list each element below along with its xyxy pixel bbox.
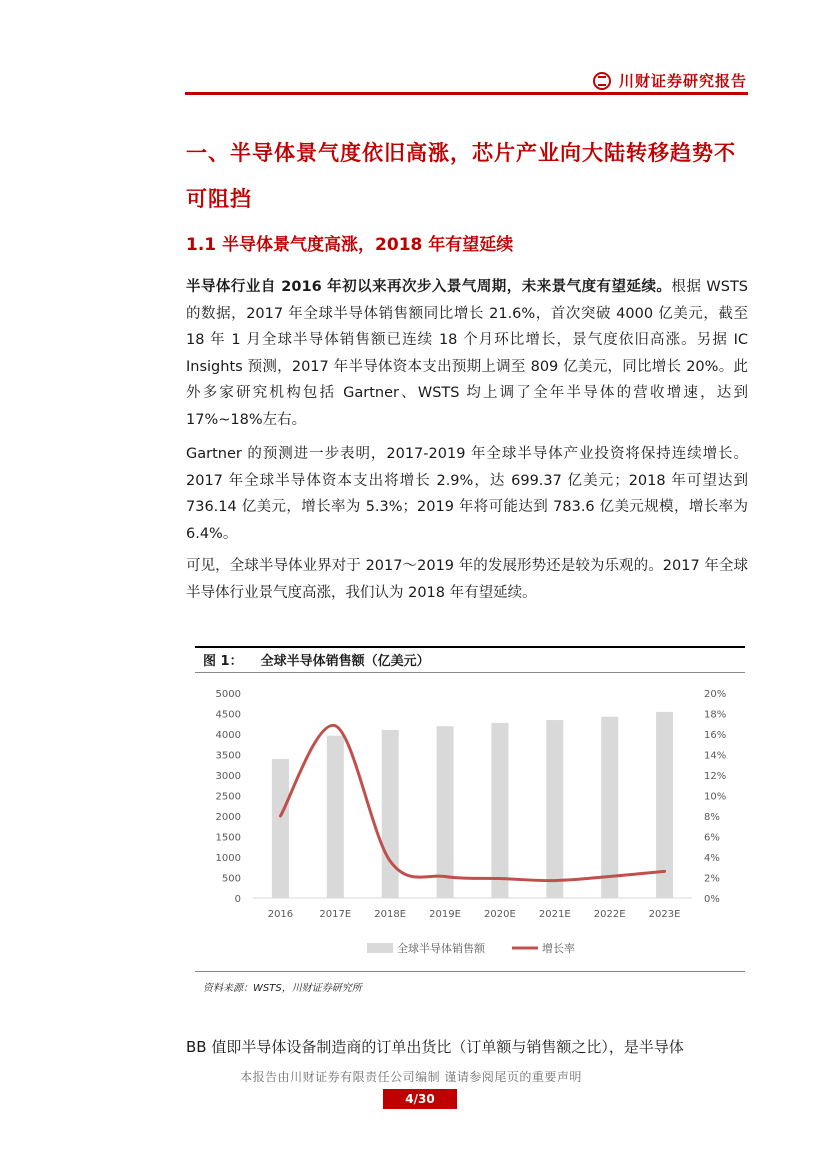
sales-bar xyxy=(327,736,344,898)
right-axis-tick-label: 0% xyxy=(704,894,720,905)
left-axis-tick-label: 0 xyxy=(234,894,241,905)
paragraph-2: Gartner 的预测进一步表明，2017-2019 年全球半导体产业投资将保持连续增长。2017 年全球半导体资本支出将增长 2.9%，达 699.37 亿美元；2018 年可望达到 736.14 亿美元，增长率为 5.3%；2019 年将可能达到 783.6 亿美元规模，增长率为 6.4%。 xyxy=(186,446,748,542)
paragraph-1-lead: 半导体行业自 2016 年初以来再次步入景气周期，未来景气度有望延续。 xyxy=(186,279,672,295)
report-header-brand xyxy=(593,70,747,91)
x-axis-tick-label: 2018E xyxy=(374,909,407,920)
left-axis-tick-label: 2500 xyxy=(215,791,241,803)
x-axis-tick-label: 2016 xyxy=(267,909,294,920)
left-axis-tick-label: 1000 xyxy=(215,853,241,864)
figure-top-rule xyxy=(195,646,745,648)
right-axis-tick-label: 20% xyxy=(704,689,727,700)
legend-sales-swatch xyxy=(367,943,393,953)
right-axis-tick-label: 4% xyxy=(704,853,720,864)
page-number: 4/30 xyxy=(383,1089,457,1109)
figure-bottom-rule xyxy=(195,971,745,972)
paragraph-1 xyxy=(186,274,748,433)
left-axis-tick-label: 2000 xyxy=(215,812,241,823)
right-axis-tick-label: 2% xyxy=(704,873,720,885)
sales-bar xyxy=(491,723,508,898)
x-axis-tick-label: 2020E xyxy=(484,909,516,920)
sales-bar xyxy=(272,759,289,898)
x-axis-tick-label: 2021E xyxy=(538,909,571,920)
figure-source: 资料来源：WSTS，川财证券研究所 xyxy=(203,983,362,994)
right-axis-tick-label: 16% xyxy=(704,730,727,741)
left-axis-tick-label: 500 xyxy=(221,873,241,885)
subsection-title: 1.1 半导体景气度高涨，2018 年有望延续 xyxy=(186,235,514,255)
left-axis-tick-label: 5000 xyxy=(215,689,241,700)
footer-disclaimer: 本报告由川财证券有限责任公司编制 谨请参阅尾页的重要声明 xyxy=(240,1070,582,1084)
x-axis-tick-label: 2023E xyxy=(648,909,681,920)
sales-bar xyxy=(546,720,563,898)
sales-bar xyxy=(437,726,454,898)
paragraph-3: 可见，全球半导体业界对于 2017～2019 年的发展形势还是较为乐观的。2017 年全球半导体行业景气度高涨，我们认为 2018 年有望延续。 xyxy=(186,558,748,601)
right-axis-tick-label: 14% xyxy=(704,750,727,762)
sales-bar xyxy=(382,730,399,898)
section-title: 一、半导体景气度依旧高涨，芯片产业向大陆转移趋势不可阻挡 xyxy=(186,140,736,211)
figure-number: 图 1： xyxy=(203,654,243,669)
sales-bar xyxy=(601,717,618,898)
left-axis-tick-label: 3500 xyxy=(215,750,241,762)
paragraph-4: BB 值即半导体设备制造商的订单出货比（订单额与销售额之比），是半导体 xyxy=(186,1038,684,1056)
header-title: 川财证券研究报告 xyxy=(618,72,747,90)
left-axis-tick-label: 3000 xyxy=(215,771,241,782)
x-axis-tick-label: 2017E xyxy=(319,909,352,920)
left-axis-tick-label: 4500 xyxy=(215,709,241,721)
left-axis-tick-label: 4000 xyxy=(215,730,241,741)
legend-sales-label: 全球半导体销售额 xyxy=(397,942,485,955)
header-rule xyxy=(185,92,748,95)
paragraph-1-body: 根据 WSTS 的数据，2017 年全球半导体销售额同比增长 21.6%，首次突破 4000 亿美元，截至 18 年 1 月全球半导体销售额已连续 18 个月环比增长，景气度依旧高涨。另据 IC Insights 预测，2017 年半导体资本支出预期上调至 809 亿美元，同比增长 20%。此外多家研究机构包括 Gartner、WSTS 均上调了全年半导体的营收增速，达到 17%~18%左右。 xyxy=(186,279,748,428)
right-axis-tick-label: 10% xyxy=(704,791,727,803)
figure-title: 全球半导体销售额（亿美元） xyxy=(260,654,430,669)
x-axis-tick-label: 2019E xyxy=(429,909,461,920)
figure-caption-rule xyxy=(195,672,745,673)
right-axis-tick-label: 6% xyxy=(704,832,720,844)
figure-caption xyxy=(203,650,430,669)
sales-growth-chart xyxy=(195,675,745,970)
x-axis-tick-label: 2022E xyxy=(593,909,626,920)
right-axis-tick-label: 12% xyxy=(704,771,727,782)
legend-growth-label: 增长率 xyxy=(542,942,575,955)
left-axis-tick-label: 1500 xyxy=(215,832,241,844)
right-axis-tick-label: 18% xyxy=(704,709,727,721)
company-logo-icon xyxy=(593,72,611,90)
right-axis-tick-label: 8% xyxy=(704,812,720,823)
